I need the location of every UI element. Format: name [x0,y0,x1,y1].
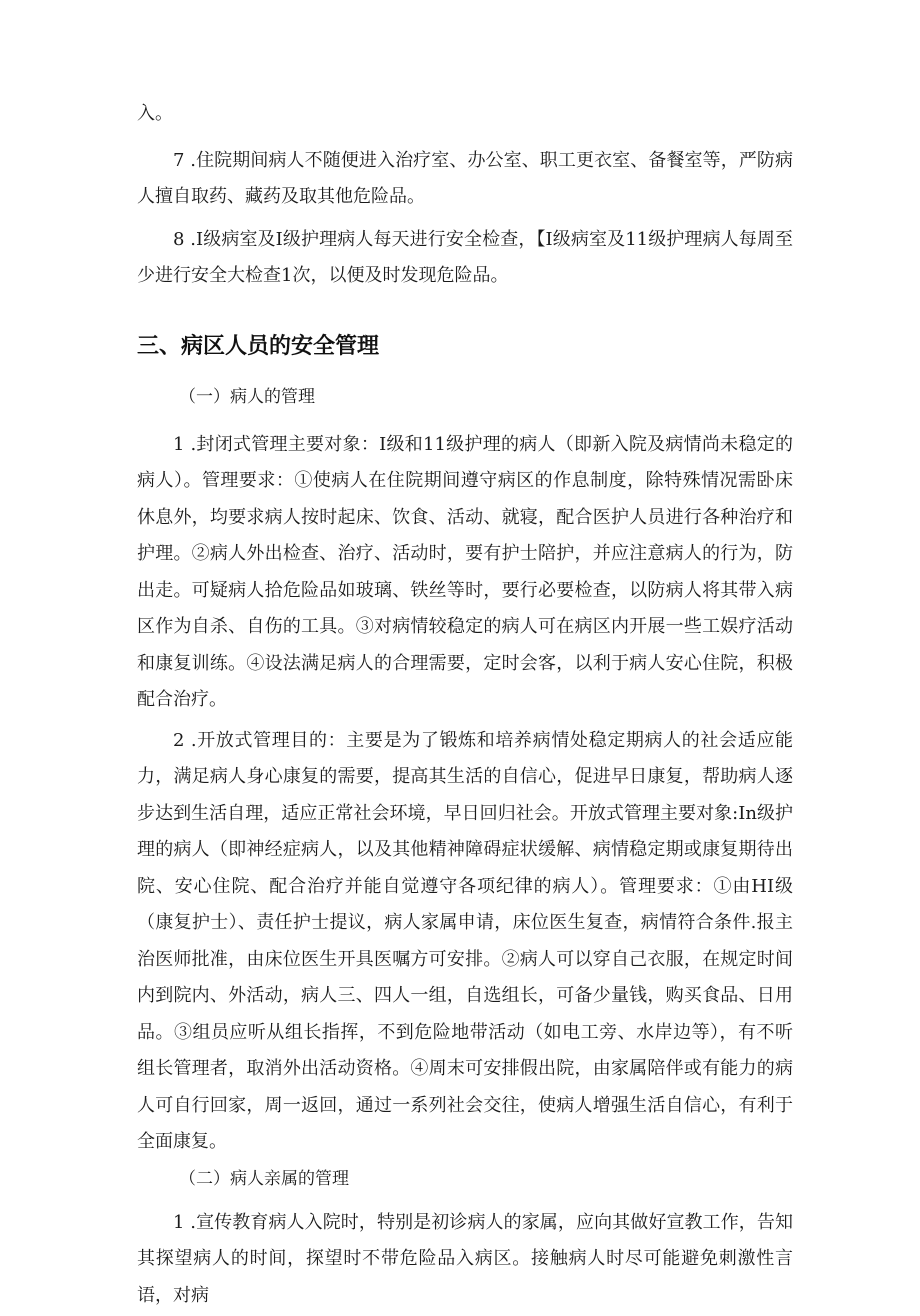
paragraph-item-8: 8 .I级病室及I级护理病人每天进行安全检查，【I级病室及11级护理病人每周至少进行安全大检查1次，以便及时发现危险品。 [137,228,793,286]
document-page [137,96,793,1316]
paragraph-item-7: 7 .住院期间病人不随便进入治疗室、办公室、职工更衣室、备餐室等，严防病人擅自取药、藏药及取其他危险品。 [137,149,793,207]
subsection-heading-patient: （一）病人的管理 [179,386,315,407]
paragraph-closed-management: 1 .封闭式管理主要对象：I级和11级护理的病人（即新入院及病情尚未稳定的病人）。管理要求：①使病人在住院期间遵守病区的作息制度，除特殊情况需卧床休息外，均要求病人按时起床、饮食、活动、就寝，配合医护人员进行各种治疗和护理。②病人外出检查、治疗、活动时，要有护士陪护，并应注意病人的行为，防出走。可疑病人拾危险品如玻璃、铁丝等时，要行必要检查，以防病人将其带入病区作为自杀、自伤的工具。③对病情较稳定的病人可在病区内开展一些工娱疗活动和康复训练。④设法满足病人的合理需要，定时会客，以利于病人安心住院，积极配合治疗。 [137,433,793,710]
paragraph-relatives-education: 1 .宣传教育病人入院时，特别是初诊病人的家属，应向其做好宣教工作，告知其探望病人的时间，探望时不带危险品入病区。接触病人时尽可能避免刺激性言语，对病 [137,1211,793,1306]
paragraph-open-management: 2 .开放式管理目的：主要是为了锻炼和培养病情处稳定期病人的社会适应能力，满足病人身心康复的需要，提高其生活的自信心，促进早日康复，帮助病人逐步达到生活自理，适应正常社会环境，早日回归社会。开放式管理主要对象:In级护理的病人（即神经症病人，以及其他精神障碍症状缓解、病情稳定期或康复期待出院、安心住院、配合治疗并能自觉遵守各项纪律的病人）。管理要求：①由HI级（康复护士）、责任护士提议，病人家属申请，床位医生复查，病情符合条件.报主治医师批准，由床位医生开具医嘱方可安排。②病人可以穿自己衣服，在规定时间内到院内、外活动，病人三、四人一组，自选组长，可备少量钱，购买食品、日用品。③组员应听从组长指挥，不到危险地带活动（如电工旁、水岸边等），有不听组长管理者，取消外出活动资格。④周末可安排假出院，由家属陪伴或有能力的病人可自行回家，周一返回，通过一系列社会交往，使病人增强生活自信心，有利于全面康复。 [137,729,793,1152]
continuation-text: 入。 [137,103,173,124]
section-heading-3: 三、病区人员的安全管理 [137,333,380,359]
subsection-heading-relatives: （二）病人亲属的管理 [179,1168,349,1189]
